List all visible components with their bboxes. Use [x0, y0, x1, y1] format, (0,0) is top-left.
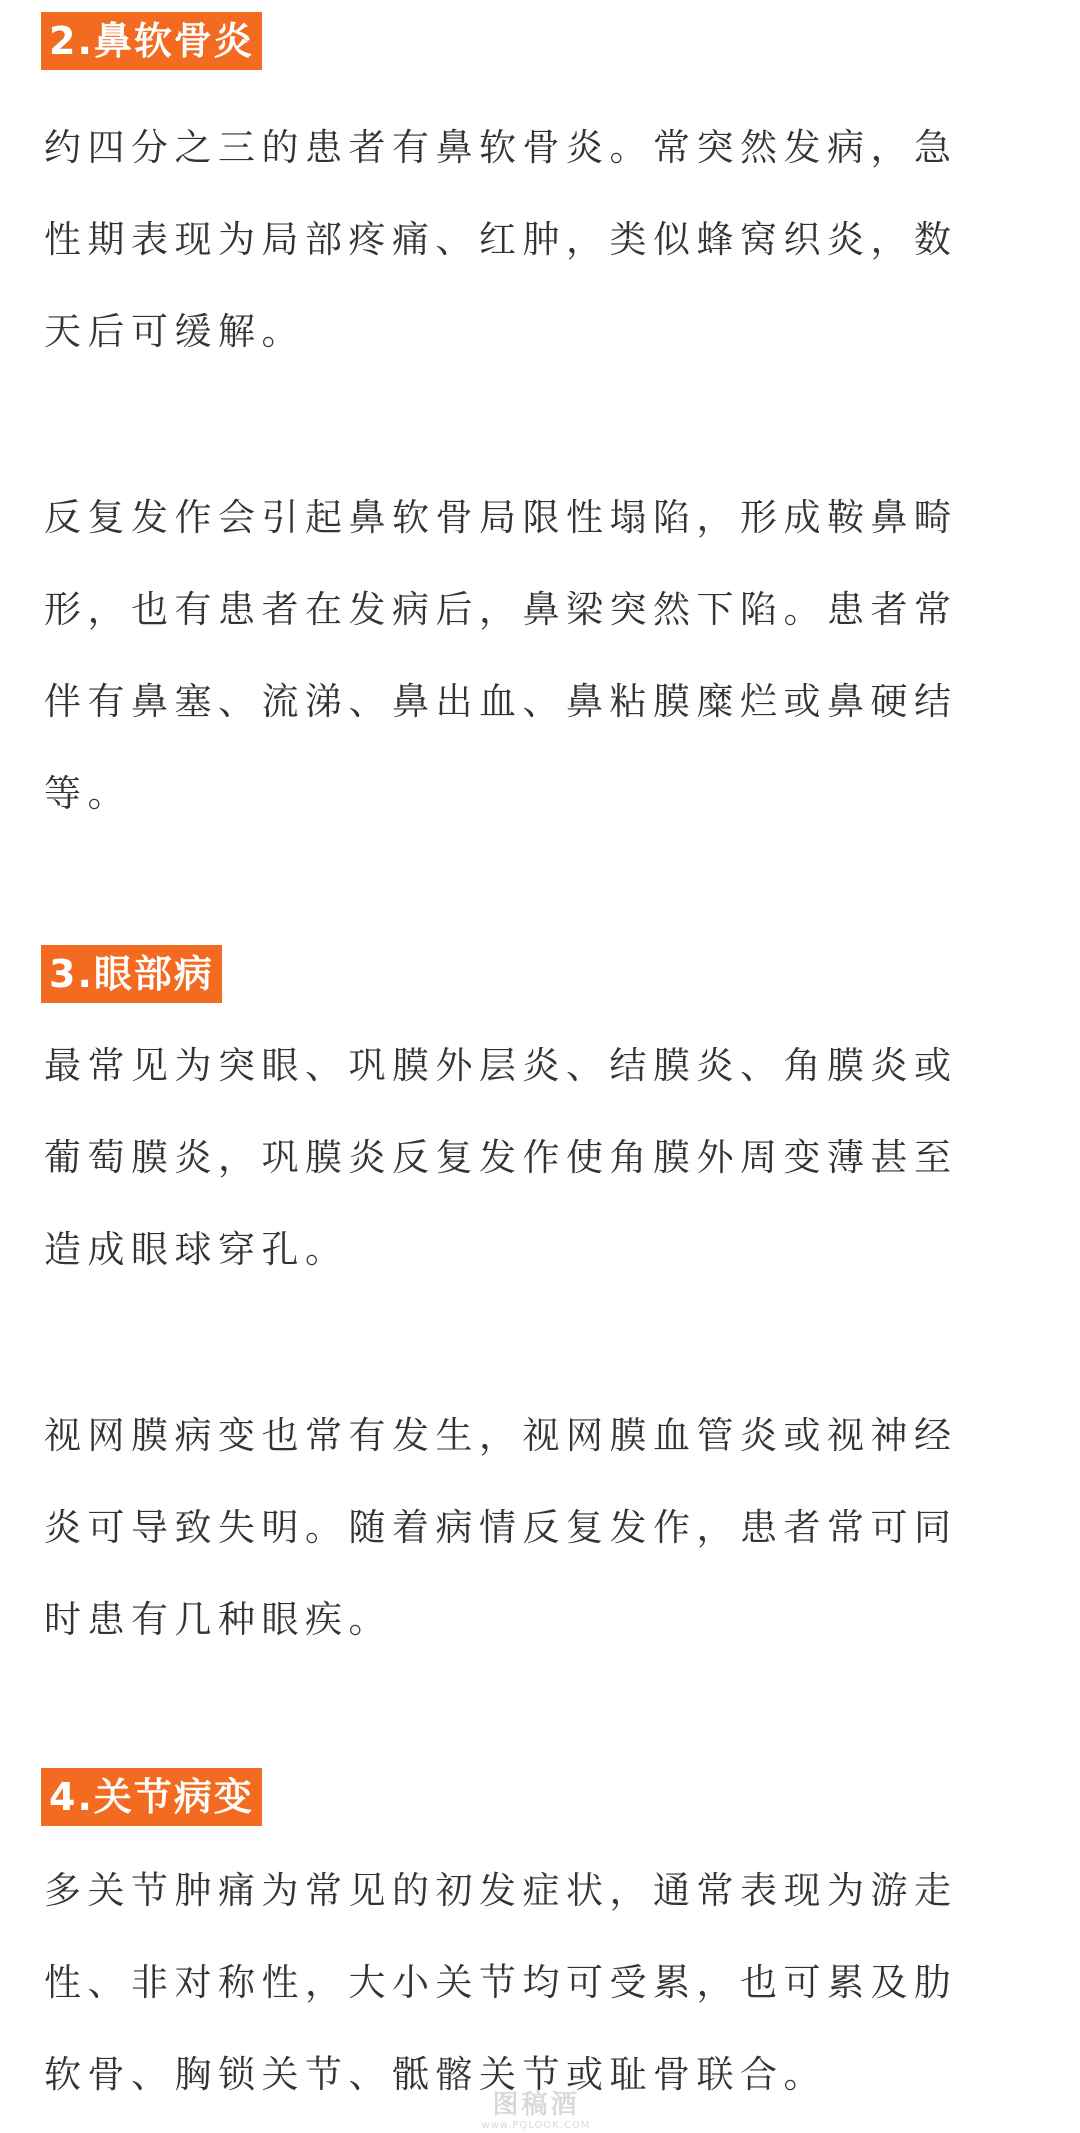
text-line: 性、非对称性，大小关节均可受累，也可累及肋: [44, 1961, 958, 2004]
text-line: 多关节肿痛为常见的初发症状，通常表现为游走: [44, 1869, 958, 1912]
watermark-text: 图稿酒: [492, 2090, 580, 2120]
text-line: 天后可缓解。: [44, 310, 305, 353]
text-line: 视网膜病变也常有发生，视网膜血管炎或视神经: [44, 1414, 958, 1457]
section-heading-joint-lesions: 4.关节病变: [41, 1768, 262, 1826]
section-heading-nasal-chondritis: 2.鼻软骨炎: [41, 12, 262, 70]
text-line: 造成眼球穿孔。: [44, 1228, 349, 1271]
text-line: 形，也有患者在发病后，鼻梁突然下陷。患者常: [44, 588, 958, 631]
paragraph: [44, 1020, 1044, 1296]
text-line: 时患有几种眼疾。: [44, 1598, 392, 1641]
watermark-logo: [466, 2090, 606, 2132]
text-line: 伴有鼻塞、流涕、鼻出血、鼻粘膜糜烂或鼻硬结: [44, 680, 958, 723]
text-line: 炎可导致失明。随着病情反复发作，患者常可同: [44, 1506, 958, 1549]
section-heading-eye-disease: 3.眼部病: [41, 945, 222, 1003]
text-line: 性期表现为局部疼痛、红肿，类似蜂窝织炎，数: [44, 218, 958, 261]
paragraph: [44, 102, 1044, 378]
paragraph: [44, 1845, 1044, 2121]
paragraph: [44, 1390, 1044, 1666]
text-line: 约四分之三的患者有鼻软骨炎。常突然发病，急: [44, 126, 958, 169]
text-line: 最常见为突眼、巩膜外层炎、结膜炎、角膜炎或: [44, 1044, 958, 1087]
watermark-url: www.PQLOOK.COM: [481, 2120, 591, 2131]
text-line: 反复发作会引起鼻软骨局限性塌陷，形成鞍鼻畸: [44, 496, 958, 539]
text-line: 葡萄膜炎，巩膜炎反复发作使角膜外周变薄甚至: [44, 1136, 958, 1179]
text-line: 等。: [44, 772, 131, 815]
text-line: 软骨、胸锁关节、骶髂关节或耻骨联合。: [44, 2053, 827, 2096]
paragraph: [44, 472, 1044, 840]
